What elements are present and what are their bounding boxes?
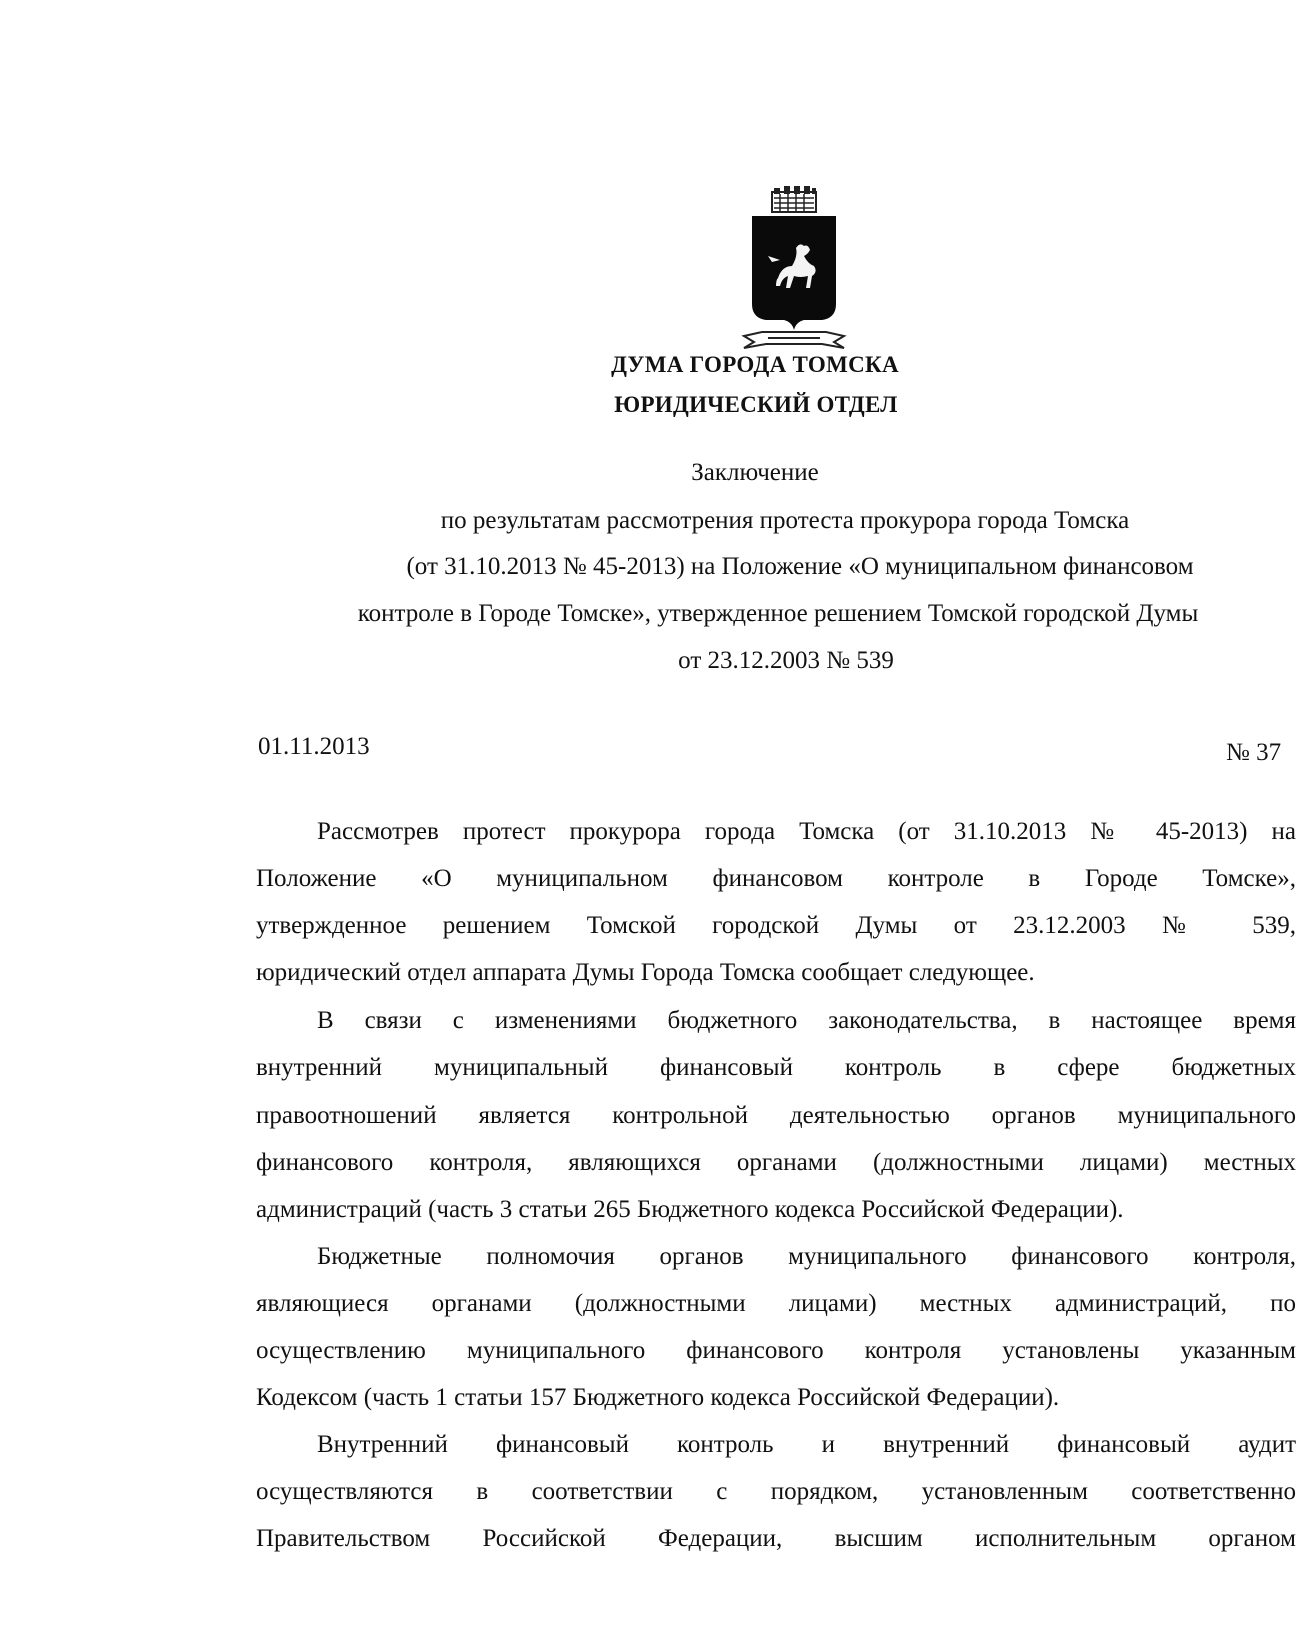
paragraph-3-line-2: являющиеся органами (должностными лицами) местных администраций, по <box>256 1290 1296 1317</box>
department-name: ЮРИДИЧЕСКИЙ ОТДЕЛ <box>614 392 898 417</box>
paragraph-4-line-1: Внутренний финансовый контроль и внутренний финансовый аудит <box>317 1431 1296 1458</box>
document-date: 01.11.2013 <box>258 733 370 760</box>
paragraph-1-line-2: Положение «О муниципальном финансовом контроле в Городе Томске», <box>256 865 1296 892</box>
document-heading: Заключение <box>691 459 819 486</box>
paragraph-3-line-1: Бюджетные полномочия органов муниципального финансового контроля, <box>317 1243 1296 1270</box>
paragraph-1-line-1: Рассмотрев протест прокурора города Томска (от 31.10.2013 № 45-2013) на <box>317 818 1296 845</box>
title-line-2: (от 31.10.2013 № 45-2013) на Положение «О муниципальном финансовом <box>406 553 1194 580</box>
title-line-3: контроле в Городе Томске», утвержденное решением Томской городской Думы <box>357 600 1199 627</box>
paragraph-2-line-2: внутренний муниципальный финансовый контроль в сфере бюджетных <box>256 1054 1296 1081</box>
tomsk-coat-of-arms-icon <box>738 186 850 354</box>
paragraph-4-line-3: Правительством Российской Федерации, высшим исполнительным органом <box>256 1525 1296 1552</box>
document-number: № 37 <box>1226 739 1282 766</box>
title-line-1: по результатам рассмотрения протеста прокурора города Томска <box>440 507 1130 534</box>
paragraph-2-line-5: администраций (часть 3 статьи 265 Бюджетного кодекса Российской Федерации). <box>256 1196 1124 1223</box>
paragraph-2-line-4: финансового контроля, являющихся органами (должностными лицами) местных <box>256 1149 1296 1176</box>
paragraph-3-line-3: осуществлению муниципального финансового контроля установлены указанным <box>256 1337 1296 1364</box>
paragraph-3-line-4: Кодексом (часть 1 статьи 157 Бюджетного кодекса Российской Федерации). <box>256 1384 1060 1411</box>
paragraph-1-line-3: утвержденное решением Томской городской Думы от 23.12.2003 № 539, <box>256 912 1296 939</box>
paragraph-4-line-2: осуществляются в соответствии с порядком, установленным соответственно <box>256 1478 1296 1505</box>
paragraph-2-line-1: В связи с изменениями бюджетного законодательства, в настоящее время <box>317 1007 1296 1034</box>
paragraph-2-line-3: правоотношений является контрольной деятельностью органов муниципального <box>256 1102 1296 1129</box>
paragraph-1-line-4: юридический отдел аппарата Думы Города Томска сообщает следующее. <box>256 959 1035 986</box>
city-emblem <box>738 186 850 354</box>
title-line-4: от 23.12.2003 № 539 <box>678 647 894 674</box>
org-name: ДУМА ГОРОДА ТОМСКА <box>611 352 899 377</box>
